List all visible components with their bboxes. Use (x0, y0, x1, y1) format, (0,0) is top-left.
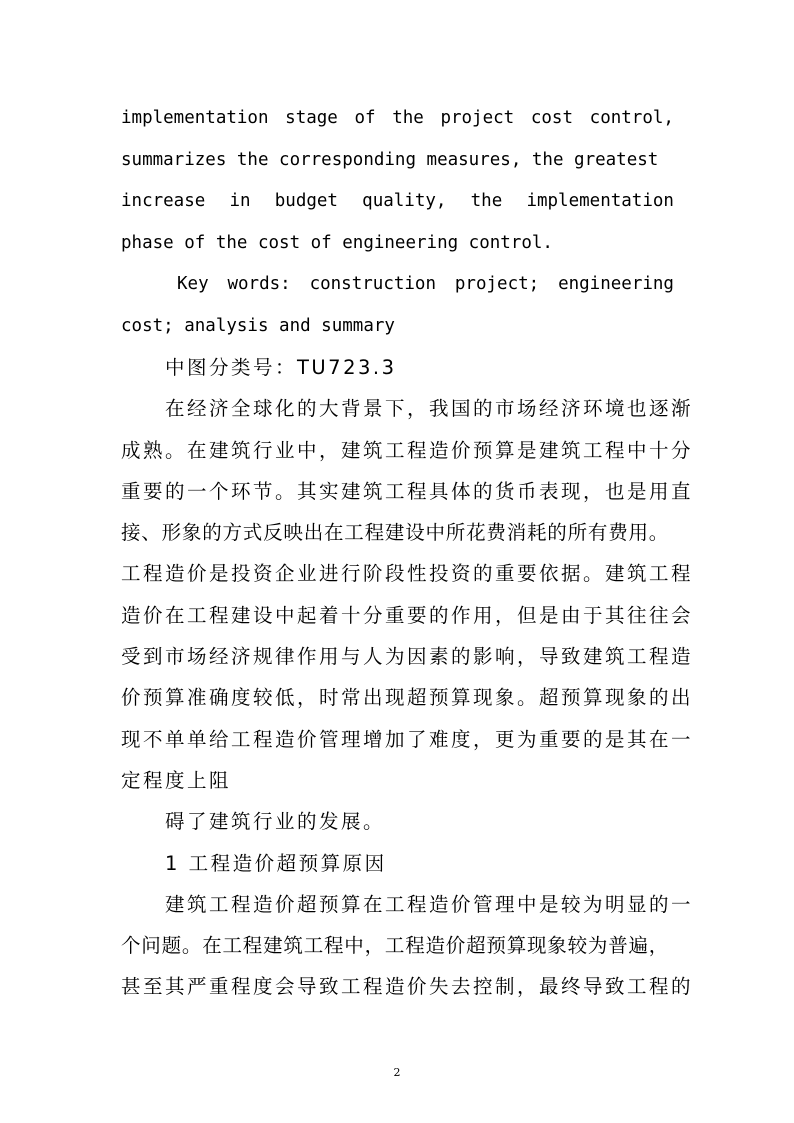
section-heading: 1 工程造价超预算原因 (165, 851, 387, 875)
word: the (470, 191, 503, 211)
paragraph-2: 碍了建筑行业的发展。 (165, 810, 386, 834)
classification-number: 中图分类号：TU723.3 (165, 356, 397, 379)
abstract-line-4: phase of the cost of engineering control. (121, 232, 553, 253)
abstract-line-2: summarizes the corresponding measures, the greatest (121, 149, 659, 170)
word: budget (274, 191, 338, 211)
word: Key (177, 274, 209, 294)
word: construction (309, 274, 437, 294)
word: the (392, 108, 424, 128)
word: quality, (362, 191, 447, 211)
paragraph-1-line-4: 接、形象的方式反映出在工程建设中所花费消耗的所有费用。 (121, 521, 670, 545)
word: project (440, 108, 515, 128)
word: increase (121, 191, 206, 211)
word: words: (227, 274, 291, 294)
word: project; (454, 274, 540, 294)
page-number: 2 (393, 1066, 401, 1079)
abstract-line-1 (121, 98, 674, 140)
keywords-line-2: cost; analysis and summary (121, 315, 395, 336)
paragraph-3-line-3: 甚至其严重程度会导致工程造价失去控制，最终导致工程的 (121, 975, 694, 999)
word: stage (285, 108, 338, 128)
paragraph-1-line-2: 成熟。在建筑行业中，建筑工程造价预算是建筑工程中十分 (121, 438, 694, 462)
paragraph-3-line-1: 建筑工程造价超预算在工程造价管理中是较为明显的一 (165, 892, 694, 916)
paragraph-1-line-8: 价预算准确度较低，时常出现超预算现象。超预算现象的出 (121, 686, 694, 710)
word: in (229, 191, 251, 211)
word: implementation (121, 108, 269, 128)
word: implementation (526, 191, 674, 211)
word: control, (589, 108, 674, 128)
word: of (354, 108, 376, 128)
paragraph-3-line-2: 个问题。在工程建筑工程中，工程造价超预算现象较为普遍， (121, 934, 670, 958)
word: engineering (558, 274, 674, 294)
paragraph-1-line-3: 重要的一个环节。其实建筑工程具体的货币表现，也是用直 (121, 479, 694, 503)
word: cost (530, 108, 574, 128)
paragraph-1-line-9: 现不单单给工程造价管理增加了难度，更为重要的是其在一 (121, 727, 694, 751)
paragraph-1-line-6: 造价在工程建设中起着十分重要的作用，但是由于其往往会 (121, 603, 694, 627)
page-content (121, 98, 694, 1008)
keywords-line-1 (121, 264, 674, 306)
paragraph-1-line-7: 受到市场经济规律作用与人为因素的影响，导致建筑工程造 (121, 645, 694, 669)
paragraph-1-line-5: 工程造价是投资企业进行阶段性投资的重要依据。建筑工程 (121, 562, 694, 586)
paragraph-1-line-10: 定程度上阻 (121, 768, 232, 792)
paragraph-1-line-1: 在经济全球化的大背景下，我国的市场经济环境也逐渐 (165, 397, 694, 421)
abstract-line-3 (121, 181, 674, 223)
